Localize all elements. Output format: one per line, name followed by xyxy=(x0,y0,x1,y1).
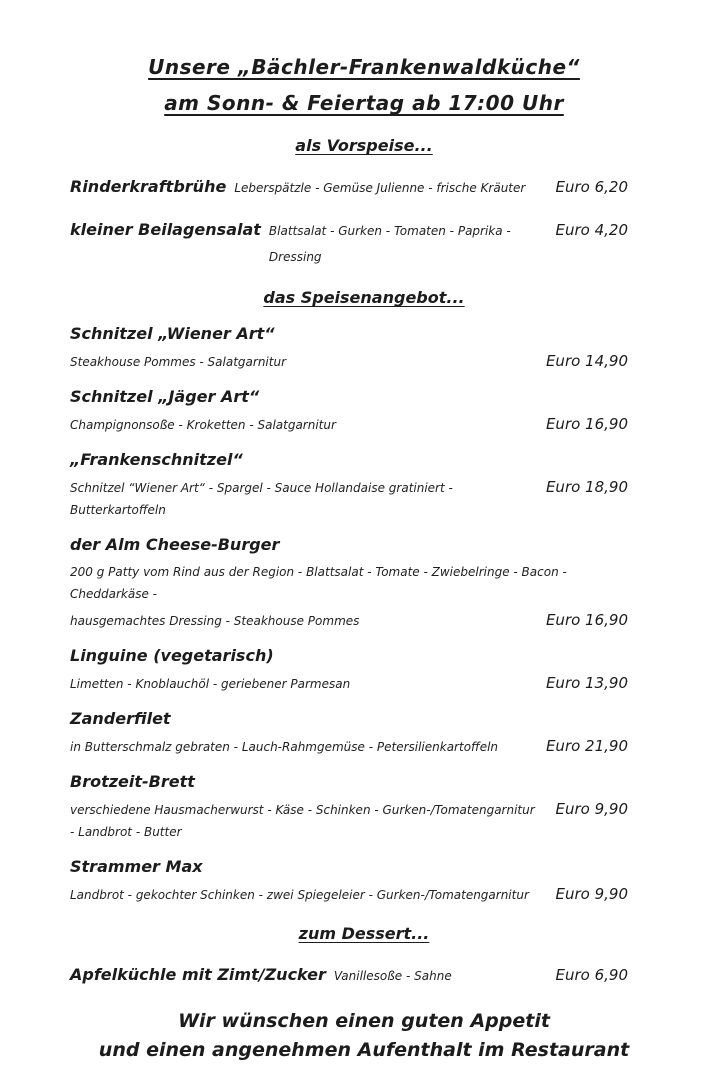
item-price: Euro 16,90 xyxy=(545,415,628,433)
item-name: „Frankenschnitzel“ xyxy=(70,450,243,469)
menu-item-linguine xyxy=(0,644,728,695)
menu-title-line1: Unsere „Bächler-Frankenwaldküche“ xyxy=(148,55,580,79)
item-description-line1: 200 g Patty vom Rind aus der Region - Blattsalat - Tomate - Zwiebelringe - Bacon - Cheddarkäse - xyxy=(70,565,567,601)
item-description: Steakhouse Pommes - Salatgarnitur xyxy=(70,355,287,369)
item-name: kleiner Beilagensalat xyxy=(70,220,261,239)
menu-item-rinderkraftbruehe xyxy=(0,174,728,201)
menu-item-zanderfilet xyxy=(0,707,728,758)
item-name: Schnitzel „Wiener Art“ xyxy=(70,324,275,343)
item-description: Vanillesoße - Sahne xyxy=(333,969,452,983)
item-description: Landbrot - gekochter Schinken - zwei Spiegeleier - Gurken-/Tomatengarnitur xyxy=(70,888,529,902)
item-price: Euro 9,90 xyxy=(555,800,628,818)
item-description: Limetten - Knoblauchöl - geriebener Parmesan xyxy=(70,677,351,691)
item-price: Euro 9,90 xyxy=(555,885,628,903)
section-speisenangebot xyxy=(0,286,728,906)
menu-item-frankenschnitzel xyxy=(0,448,728,521)
item-description: Blattsalat - Gurken - Tomaten - Paprika - Dressing xyxy=(268,224,511,264)
section-dessert xyxy=(0,922,728,989)
menu-item-beilagensalat xyxy=(0,217,728,270)
item-description: Schnitzel “Wiener Art“ - Spargel - Sauce Hollandaise gratiniert - Butterkartoffeln xyxy=(70,481,453,517)
item-name: Schnitzel „Jäger Art“ xyxy=(70,387,260,406)
item-price: Euro 18,90 xyxy=(545,478,628,496)
item-price: Euro 21,90 xyxy=(545,737,628,755)
menu-item-strammer-max xyxy=(0,855,728,906)
item-price: Euro 6,90 xyxy=(555,966,628,984)
menu-header xyxy=(0,52,728,118)
menu-item-apfelkuechle xyxy=(0,962,728,989)
item-name: Linguine (vegetarisch) xyxy=(70,646,274,665)
item-name: der Alm Cheese-Burger xyxy=(70,535,280,554)
section-heading-dessert: zum Dessert... xyxy=(298,924,430,943)
menu-item-brotzeit-brett xyxy=(0,770,728,843)
item-price: Euro 4,20 xyxy=(555,221,628,239)
menu-item-schnitzel-wiener xyxy=(0,322,728,373)
section-heading-vorspeise: als Vorspeise... xyxy=(295,136,433,155)
item-price: Euro 16,90 xyxy=(545,611,628,629)
item-description: in Butterschmalz gebraten - Lauch-Rahmgemüse - Petersilienkartoffeln xyxy=(70,740,499,754)
item-name: Strammer Max xyxy=(70,857,203,876)
item-price: Euro 13,90 xyxy=(545,674,628,692)
section-vorspeise xyxy=(0,134,728,270)
footer-greeting-line1: Wir wünschen einen guten Appetit xyxy=(178,1010,550,1032)
item-name: Zanderfilet xyxy=(70,709,171,728)
item-price: Euro 14,90 xyxy=(545,352,628,370)
menu-footer xyxy=(0,1007,728,1065)
item-name: Rinderkraftbrühe xyxy=(70,177,227,196)
menu-item-alm-cheese-burger xyxy=(0,533,728,632)
item-price: Euro 6,20 xyxy=(555,178,628,196)
item-description: Leberspätzle - Gemüse Julienne - frische Kräuter xyxy=(234,181,526,195)
item-description: verschiedene Hausmacherwurst - Käse - Schinken - Gurken-/Tomatengarnitur - Landbrot - Butter xyxy=(70,803,535,839)
item-description: Champignonsoße - Kroketten - Salatgarnitur xyxy=(70,418,336,432)
item-description-line2: hausgemachtes Dressing - Steakhouse Pommes xyxy=(70,614,360,628)
item-name: Apfelküchle mit Zimt/Zucker xyxy=(70,965,326,984)
menu-title-line2: am Sonn- & Feiertag ab 17:00 Uhr xyxy=(164,91,564,115)
item-name: Brotzeit-Brett xyxy=(70,772,195,791)
menu-item-schnitzel-jaeger xyxy=(0,385,728,436)
footer-greeting-line2: und einen angenehmen Aufenthalt im Restaurant xyxy=(98,1039,630,1061)
section-heading-speisenangebot: das Speisenangebot... xyxy=(263,288,465,307)
